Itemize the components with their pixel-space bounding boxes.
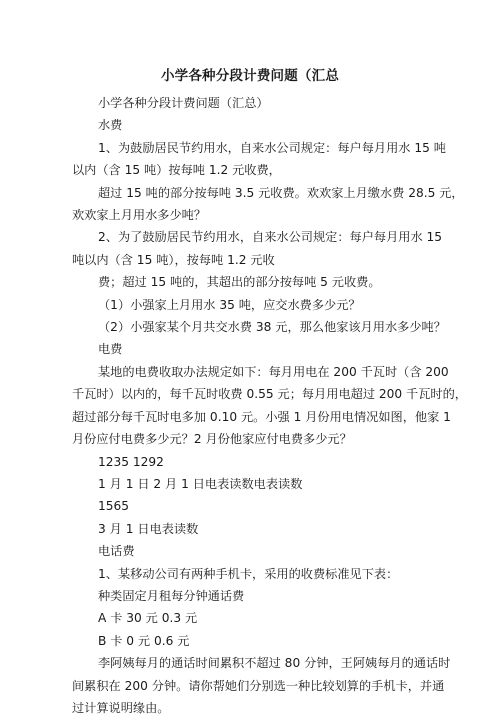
- body-line: 某地的电费收取办法规定如下：每月用电在 200 千瓦时（含 200: [98, 364, 449, 379]
- body-line: 超过 15 吨的部分按每吨 3.5 元收费。欢欢家上月缴水费 28.5 元，: [98, 185, 464, 200]
- body-line: 以内（含 15 吨）按每吨 1.2 元收费，: [72, 163, 281, 178]
- document-body: [72, 92, 467, 719]
- body-line: 月份应付电费多少元？2 月份他家应付电费多少元？: [72, 432, 352, 447]
- body-line: （1）小强家上月用水 35 吨，应交水费多少元？: [98, 297, 361, 312]
- body-line: 水费: [98, 118, 123, 133]
- body-line: 1、某移动公司有两种手机卡，采用的收费标准见下表：: [98, 566, 399, 581]
- body-line: （2）小强家某个月共交水费 38 元，那么他家该月用水多少吨？: [98, 320, 446, 335]
- body-line: 小学各种分段计费问题（汇总）: [98, 96, 269, 110]
- body-line: 1565: [98, 499, 130, 514]
- body-line: 3 月 1 日电表读数: [98, 521, 199, 536]
- body-line: 吨以内（含 15 吨），按每吨 1.2 元收: [72, 252, 275, 267]
- body-line: 2、为了鼓励居民节约用水，自来水公司规定：每户每月用水 15: [98, 230, 443, 245]
- body-line: 种类固定月租每分钟通话费: [98, 588, 245, 603]
- body-line: 千瓦时）以内的，每千瓦时收费 0.55 元；每月用电超过 200 千瓦时的，: [72, 387, 467, 402]
- body-line: 过计算说明缘由。: [72, 700, 170, 715]
- body-line: 欢欢家上月用水多少吨？: [72, 208, 207, 223]
- body-line: 超过部分每千瓦时电多加 0.10 元。小强 1 月份用电情况如图，他家 1: [72, 409, 451, 424]
- body-line: 1 月 1 日 2 月 1 日电表读数电表读数: [98, 476, 303, 491]
- body-line: 电话费: [98, 544, 135, 559]
- body-line: 费；超过 15 吨的，其超出的部分按每吨 5 元收费。: [98, 275, 381, 290]
- document-title: 小学各种分段计费问题（汇总: [160, 68, 340, 84]
- body-line: 间累积在 200 分钟。请你帮她们分别选一种比较划算的手机卡，并通: [72, 678, 445, 693]
- body-line: A 卡 30 元 0.3 元: [98, 611, 198, 626]
- body-line: 1、为鼓励居民节约用水，自来水公司规定：每户每月用水 15 吨: [98, 140, 446, 155]
- body-line: 1235 1292: [98, 454, 164, 469]
- body-line: B 卡 0 元 0.6 元: [98, 633, 190, 648]
- body-line: 李阿姨每月的通话时间累积不超过 80 分钟，王阿姨每月的通话时: [98, 656, 451, 671]
- body-line: 电费: [98, 342, 123, 357]
